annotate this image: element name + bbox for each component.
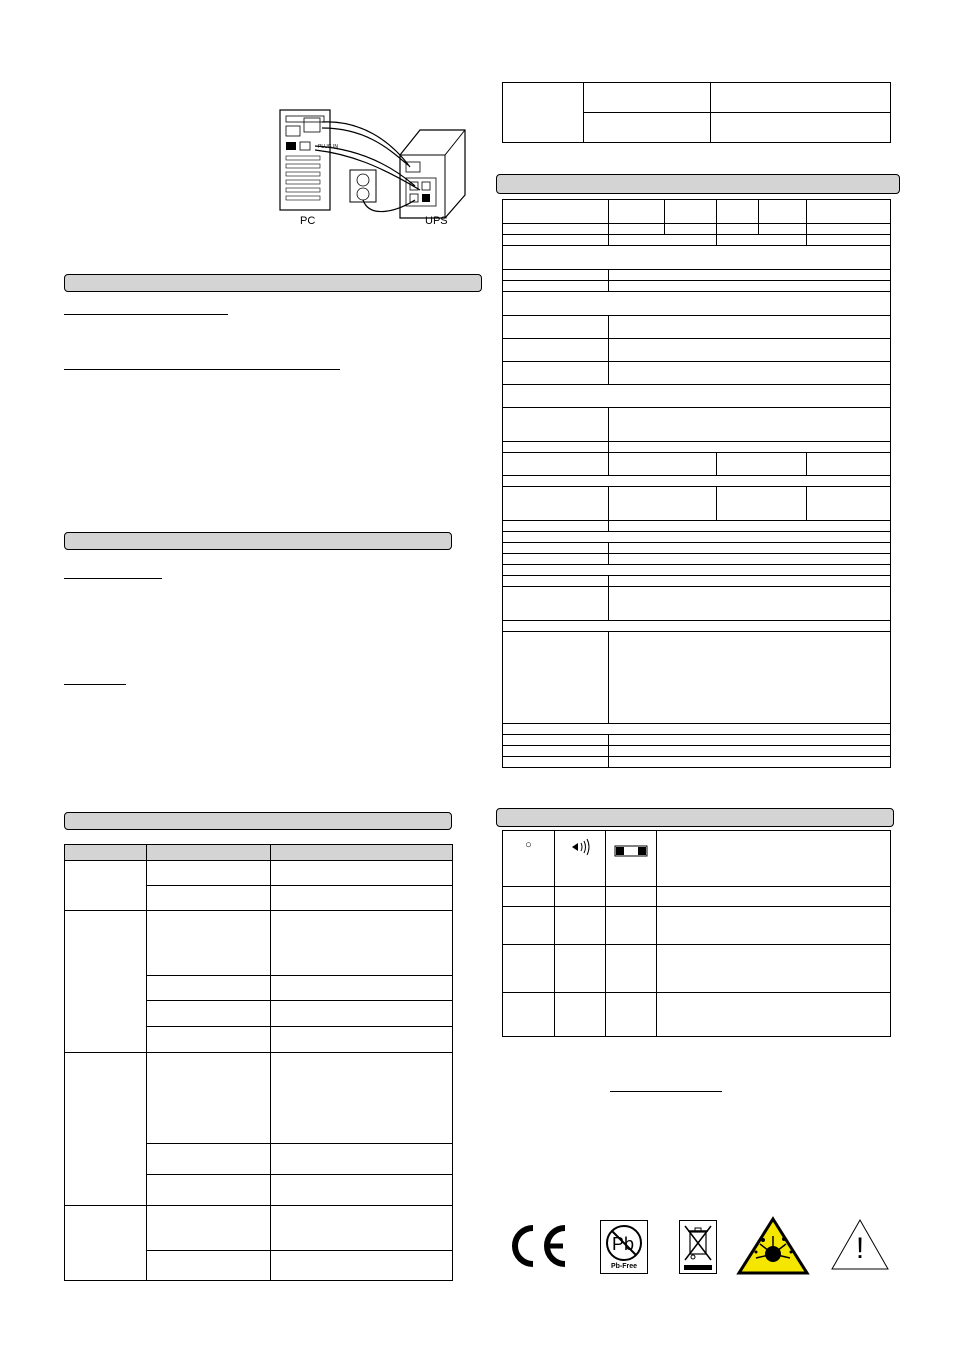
table-cell: [717, 453, 807, 476]
table-cell: [759, 200, 807, 224]
table-cell: [609, 576, 891, 587]
table-cell: [271, 1144, 453, 1175]
table-cell: [609, 339, 891, 362]
table-cell: [807, 235, 891, 246]
table-cell: [271, 911, 453, 976]
table-cell: [609, 235, 717, 246]
table-section-row: [503, 476, 891, 487]
table-cell: [147, 911, 271, 976]
table-header-cell: [65, 845, 147, 861]
table-cell: [503, 993, 555, 1037]
table-cell: [711, 83, 891, 113]
wall-outlet-icon: [350, 170, 376, 202]
table-cell: [711, 113, 891, 143]
table-cell: [503, 487, 609, 521]
table-cell: [609, 442, 891, 453]
table-cell: [657, 945, 891, 993]
subheading-underline-3: [64, 578, 162, 579]
table-cell: [606, 907, 657, 945]
section-header-bar-2: [64, 532, 452, 550]
table-cell: [584, 113, 711, 143]
table-cell: [657, 907, 891, 945]
table-cell: [271, 1175, 453, 1206]
table-cell: [609, 521, 891, 532]
table-cell: [555, 907, 606, 945]
table-cell: [65, 1206, 147, 1281]
table-cell: [503, 554, 609, 565]
table-cell: [665, 200, 717, 224]
table-cell: [609, 200, 665, 224]
table-cell: [503, 281, 609, 292]
ups-label: UPS: [425, 215, 448, 227]
table-cell: [609, 453, 717, 476]
pb-free-label: Pb-Free: [610, 1263, 638, 1270]
section-header-bar-1: [64, 274, 482, 292]
section-header-bar-indicators: [496, 808, 894, 827]
table-cell: [555, 945, 606, 993]
table-cell: [503, 887, 555, 907]
table-header-cell: [147, 845, 271, 861]
subheading-underline-2: [64, 369, 340, 370]
connection-diagram: [270, 100, 470, 230]
table-cell: [503, 200, 609, 224]
ce-mark-logo: [505, 1222, 569, 1270]
table-cell: [271, 1001, 453, 1027]
plug-in-label: PLUG IN: [318, 144, 339, 150]
table-cell: [147, 1001, 271, 1027]
troubleshooting-table: [64, 844, 453, 1281]
table-cell: [503, 907, 555, 945]
table-cell: [665, 224, 717, 235]
subheading-underline-1: [64, 314, 228, 315]
table-section-row: [503, 532, 891, 543]
table-cell: [609, 281, 891, 292]
table-cell: [717, 235, 807, 246]
table-section-row: [503, 724, 891, 735]
table-cell: [555, 831, 606, 887]
table-cell: [503, 521, 609, 532]
table-cell: [503, 632, 609, 724]
table-cell: [503, 587, 609, 621]
table-cell: [503, 757, 609, 768]
table-cell: [717, 487, 807, 521]
table-cell: [606, 945, 657, 993]
table-cell: [147, 1027, 271, 1053]
pc-label: PC: [300, 215, 316, 227]
table-cell: [807, 487, 891, 521]
table-cell: [609, 746, 891, 757]
weee-crossed-bin-icon: [679, 1220, 717, 1274]
table-cell: [609, 408, 891, 442]
table-cell: [609, 316, 891, 339]
table-cell: [271, 1251, 453, 1281]
table-cell: [503, 831, 555, 887]
table-cell: [147, 976, 271, 1001]
table-cell: [609, 270, 891, 281]
table-header-cell: [271, 845, 453, 861]
table-cell: [609, 735, 891, 746]
table-cell: [609, 487, 717, 521]
svg-text:Pb: Pb: [612, 1234, 635, 1254]
table-cell: [609, 543, 891, 554]
table-cell: [271, 886, 453, 911]
table-cell: [807, 453, 891, 476]
table-cell: [606, 993, 657, 1037]
table-cell: [717, 200, 759, 224]
pb-free-logo: [600, 1220, 648, 1274]
table-cell: [271, 1053, 453, 1144]
table-section-row: [503, 246, 891, 270]
table-cell: [271, 976, 453, 1001]
table-cell: [759, 224, 807, 235]
table-cell: [65, 1053, 147, 1206]
buzzer-sound-icon: [568, 837, 592, 857]
table-cell: [503, 362, 609, 385]
table-cell: [807, 200, 891, 224]
table-cell: [503, 746, 609, 757]
specifications-table: [502, 199, 891, 768]
table-cell: [555, 993, 606, 1037]
warning-exclamation: !: [855, 1232, 865, 1265]
table-cell: [271, 1027, 453, 1053]
table-cell: [503, 735, 609, 746]
subheading-underline-5: [610, 1091, 722, 1092]
table-cell: [147, 861, 271, 886]
table-cell: [606, 887, 657, 907]
table-cell: [503, 316, 609, 339]
table-cell: [503, 224, 609, 235]
table-cell: [147, 886, 271, 911]
table-cell: [65, 911, 147, 1053]
general-warning-icon: [830, 1218, 890, 1272]
table-cell: [147, 1053, 271, 1144]
table-section-row: [503, 292, 891, 316]
table-cell: [147, 1206, 271, 1251]
table-cell: [271, 1206, 453, 1251]
table-cell: [147, 1144, 271, 1175]
table-cell: [65, 861, 147, 911]
table-cell: [606, 831, 657, 887]
pc-tower-icon: [280, 110, 330, 210]
table-cell: [555, 887, 606, 907]
table-cell: [147, 1175, 271, 1206]
table-cell: [609, 554, 891, 565]
table-cell: [584, 83, 711, 113]
table-cell: [503, 339, 609, 362]
table-cell: [609, 362, 891, 385]
table-section-row: [503, 565, 891, 576]
subheading-underline-4: [64, 684, 126, 685]
table-cell: [609, 757, 891, 768]
table-cell: [503, 83, 584, 143]
table-cell: [503, 442, 609, 453]
table-section-row: [503, 621, 891, 632]
table-cell: [717, 224, 759, 235]
explosion-hazard-icon: [736, 1216, 810, 1276]
table-cell: [503, 408, 609, 442]
table-cell: [503, 235, 609, 246]
table-section-row: [503, 385, 891, 408]
section-header-bar-specs: [496, 174, 900, 194]
table-cell: [503, 576, 609, 587]
table-cell: [609, 587, 891, 621]
indicator-table: [502, 830, 891, 1037]
battery-status-icon: [614, 845, 648, 857]
table-cell: [609, 224, 665, 235]
table-cell: [657, 831, 891, 887]
section-header-bar-3: [64, 812, 452, 830]
table-cell: [271, 861, 453, 886]
top-right-table: [502, 82, 891, 143]
table-cell: [503, 945, 555, 993]
table-cell: [503, 270, 609, 281]
table-cell: [147, 1251, 271, 1281]
ups-unit-icon: [400, 130, 465, 218]
table-cell: [609, 632, 891, 724]
led-indicator-icon: ○: [525, 839, 532, 851]
table-cell: [503, 543, 609, 554]
table-cell: [503, 453, 609, 476]
table-cell: [807, 224, 891, 235]
table-cell: [657, 887, 891, 907]
pb-free-symbol-icon: [601, 1223, 647, 1263]
table-cell: [657, 993, 891, 1037]
